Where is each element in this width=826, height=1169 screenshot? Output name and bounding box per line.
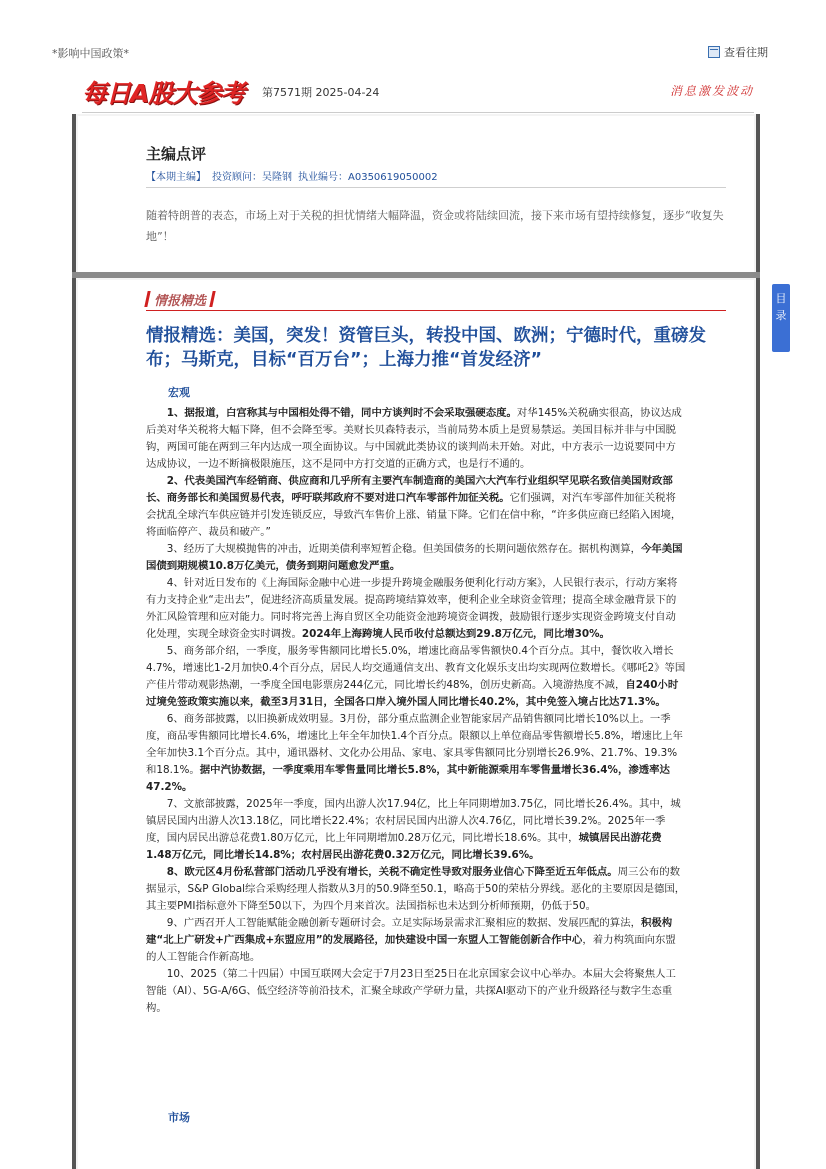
masthead bbox=[82, 74, 754, 110]
header-divider bbox=[82, 112, 754, 113]
news-item: 6、商务部披露，以旧换新成效明显。3月份，部分重点监测企业智能家居产品销售额同比增长10%以上。一季度，商品零售额同比增长4.6%，增速比上年全年加快1.4个百分点。限额以上单位商品零售额增长5.8%，增速比上年全年加快3.1个百分点。其中，通讯器材、文化办公用品、家电、家具零售额同比分别增长26.9%、21.7%、19.3%和18.1%。据中汽协数据，一季度乘用车零售量同比增长5.8%，其中新能源乘用车零售量增长36.4%，渗透率达47.2%。 bbox=[146, 713, 683, 793]
editor-divider bbox=[146, 187, 726, 188]
headline: 情报精选：美国，突发！资管巨头，转投中国、欧洲；宁德时代，重磅发布；马斯克，目标“百万台”；上海力推“首发经济” bbox=[146, 326, 706, 370]
issue-info: 第7571期 2025-04-24 bbox=[262, 86, 380, 99]
section-divider bbox=[146, 310, 726, 311]
slogan: 消息激发波动 bbox=[669, 84, 754, 98]
news-item: 1、据报道，白宫称其与中国相处得不错，同中方谈判时不会采取强硬态度。对华145%关税确实很高，协议达成后美对华关税将大幅下降，但不会降至零。美财长贝森特表示，当前局势本质上是贸易禁运。美国目标并非与中国脱钩，两国可能在两到三年内达成一项全面协议。与中国就此类协议的谈判尚未开始。对此，中方表示一边说要同中方达成协议，一边不断摘极限施压，这不是同中方打交道的正确方式，也是行不通的。 bbox=[146, 407, 682, 470]
section-tag: 情报精选 bbox=[146, 290, 206, 309]
license-label: 执业编号：A0350619050002 bbox=[298, 172, 438, 183]
news-body bbox=[146, 405, 686, 1017]
archive-label: 查看往期 bbox=[724, 46, 768, 59]
news-item: 8、欧元区4月份私营部门活动几乎没有增长，关税不确定性导致对服务业信心下降至近五年低点。周三公布的数据显示，S&P Global综合采购经理人指数从3月的50.9降至50.1，略高于50的荣枯分界线。恶化的主要原因是德国，其主要PMI指标意外下降至50以下，为四个月来首次。法国指标也未达到分析师预期，仍低于50。 bbox=[146, 866, 686, 912]
news-item: 9、广西召开人工智能赋能金融创新专题研讨会。立足实际场景需求汇聚相应的数据、发展匹配的算法，积极构建“北上广研发+广西集成+东盟应用”的发展路径，加快建设中国一东盟人工智能创新合作中心，着力构筑面向东盟的人工智能合作新高地。 bbox=[146, 917, 676, 963]
editor-label: 【本期主编】 bbox=[146, 172, 206, 183]
news-item: 3、经历了大规模抛售的冲击，近期美债利率短暂企稳。但美国债务的长期问题依然存在。据机构测算，今年美国国债到期规模10.8万亿美元，债务到期问题愈发严重。 bbox=[146, 543, 683, 572]
news-item: 2、代表美国汽车经销商、供应商和几乎所有主要汽车制造商的美国六大汽车行业组织罕见联名致信美国财政部长、商务部长和美国贸易代表，呼吁联邦政府不要对进口汽车零部件加征关税。它们强调，对汽车零部件加征关税将会扰乱全球汽车供应链并引发连锁反应，导致汽车售价上涨、销量下降。它们在信中称，“许多供应商已经陷入困境，将面临停产、裁员和破产。” bbox=[146, 475, 682, 538]
news-item: 4、针对近日发布的《上海国际金融中心进一步提升跨境金融服务便利化行动方案》，人民银行表示，行动方案将有力支持企业“走出去”，促进经济高质量发展。提高跨境结算效率，便利企业全球资金管理；提高全球金融背景下的外汇风险管理和应对能力。同时将完善上海自贸区全功能资金池跨境资金调拨，鼓励银行逐步实现资金跨境支付自动化处理，实现全球资金实时调拨。2024年上海跨境人民币收付总额达到29.8万亿元，同比增30%。 bbox=[146, 577, 678, 640]
brand-logo: 每日A股大参考 bbox=[82, 79, 245, 108]
advisor-label: 投资顾问：吴隆钢 bbox=[212, 172, 292, 183]
archive-link[interactable] bbox=[708, 44, 768, 60]
calendar-icon bbox=[708, 46, 720, 58]
macro-subheading: 宏观 bbox=[168, 386, 190, 399]
editor-meta bbox=[146, 168, 444, 183]
policy-tag: *影响中国政策* bbox=[52, 47, 129, 60]
news-item: 7、文旅部披露，2025年一季度，国内出游人次17.94亿，比上年同期增加3.75亿，同比增长26.4%。其中，城镇居民国内出游人次13.18亿，同比增长22.4%；农村居民国内出游人次4.76亿，同比增长39.2%。2025年一季度，国内居民出游总花费1.80万亿元，比上年同期增加0.28万亿元，同比增长18.6%。其中，城镇居民出游花费1.48万亿元，同比增长14.8%；农村居民出游花费0.32万亿元，同比增长39.6%。 bbox=[146, 798, 681, 861]
market-subheading: 市场 bbox=[168, 1111, 190, 1124]
news-item: 5、商务部介绍，一季度，服务零售额同比增长5.0%，增速比商品零售额快0.4个百分点。其中，餐饮收入增长4.7%，增速比1-2月加快0.4个百分点，居民人均交通通信支出、教育文化娱乐支出均实现两位数增长。《哪吒2》等国产佳片带动观影热潮，一季度全国电影票房244亿元，同比增长约48%，创历史新高。入境游热度不减，自240小时过境免签政策实施以来，截至3月31日，全国各口岸入境外国人同比增长40.2%，其中免签入境占比达71.3%。 bbox=[146, 645, 686, 708]
news-item: 10、2025（第二十四届）中国互联网大会定于7月23日至25日在北京国家会议中心举办。本届大会将聚焦人工智能（AI）、5G-A/6G、低空经济等前沿技术，汇聚全球政产学研力量，共探AI驱动下的产业升级路径与数字生态重构。 bbox=[146, 968, 676, 1014]
editor-title: 主编点评 bbox=[146, 145, 207, 163]
top-bar bbox=[0, 0, 826, 70]
toc-button[interactable]: 目 录 bbox=[772, 284, 790, 352]
editor-comment: 随着特朗普的表态，市场上对于关税的担忧情绪大幅降温，资金或将陆续回流，接下来市场有望持续修复，逐步“收复失地”！ bbox=[146, 209, 724, 243]
editor-card bbox=[78, 116, 754, 272]
